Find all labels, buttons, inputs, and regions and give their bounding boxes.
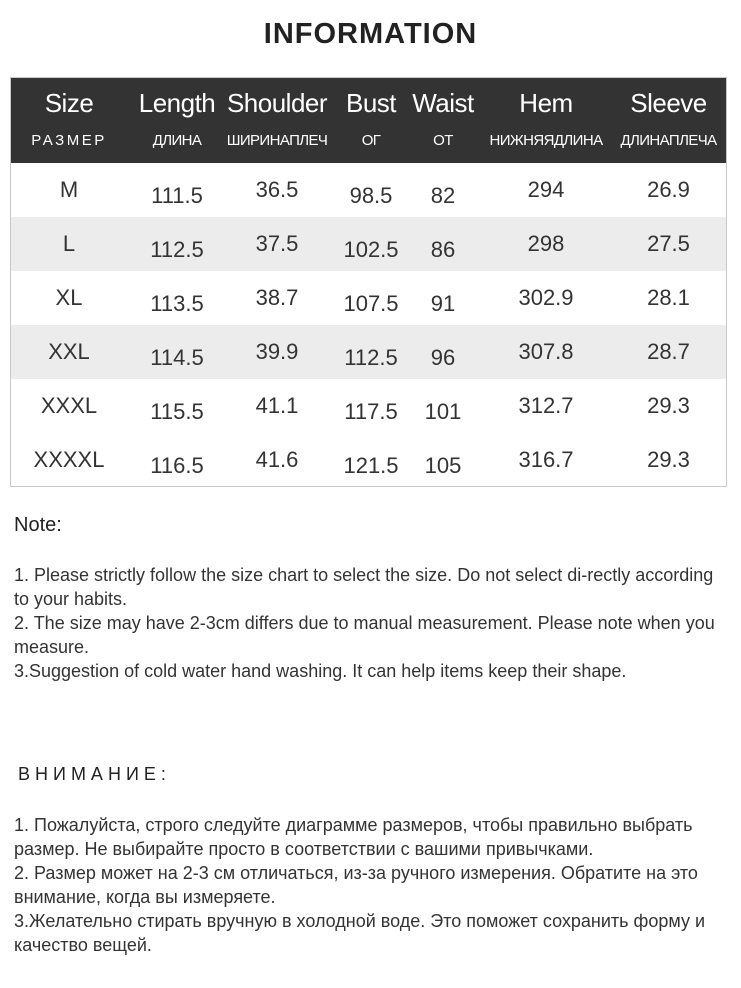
note-ru-body <box>14 813 726 957</box>
header-bust <box>331 78 411 163</box>
note-line: 2. The size may have 2-3cm differs due to manual measurement. Please note when you measure. <box>14 613 715 657</box>
cell-length: 116.5 <box>150 453 204 478</box>
cell-length: 114.5 <box>150 345 204 370</box>
cell-bust: 117.5 <box>344 399 398 424</box>
cell-length: 113.5 <box>150 291 204 316</box>
note-ru-line: 3.Желательно стирать вручную в холодной воде. Это поможет сохранить форму и качество вещей. <box>14 911 706 955</box>
cell-sleeve: 28.1 <box>647 285 690 310</box>
cell-size: XXXXL <box>33 447 105 472</box>
cell-sleeve: 29.3 <box>647 447 690 472</box>
cell-shoulder: 41.1 <box>255 393 299 418</box>
cell-size: M <box>59 177 79 202</box>
header-hem <box>481 78 611 163</box>
cell-waist: 96 <box>430 345 456 370</box>
table-row <box>11 217 726 271</box>
cell-size: XXL <box>48 339 90 364</box>
header-size <box>11 78 127 163</box>
header-sublabel: ДЛИНАПЛЕЧА <box>620 132 717 149</box>
header-length <box>123 78 231 163</box>
header-label: Waist <box>412 88 474 118</box>
note-heading: Note: <box>14 514 62 536</box>
header-label: Size <box>44 88 94 118</box>
cell-length: 111.5 <box>151 183 203 208</box>
note-body <box>14 563 726 683</box>
cell-waist: 82 <box>430 183 456 208</box>
cell-sleeve: 26.9 <box>647 177 690 202</box>
cell-length: 112.5 <box>150 237 204 262</box>
cell-waist: 91 <box>430 291 456 316</box>
table-row <box>11 271 726 325</box>
cell-shoulder: 37.5 <box>255 231 299 256</box>
note-ru-line: 1. Пожалуйста, строго следуйте диаграмме размеров, чтобы правильно выбрать размер. Не выбирайте просто в соответствии с вашими привычками. <box>14 815 693 859</box>
header-sublabel: РАЗМЕР <box>31 132 107 149</box>
cell-size: XL <box>55 285 83 310</box>
header-sublabel: ШИРИНАПЛЕЧ <box>226 132 328 149</box>
header-sleeve <box>609 78 728 163</box>
cell-hem: 302.9 <box>518 285 574 310</box>
header-label: Bust <box>345 88 397 118</box>
size-chart-table <box>10 77 727 487</box>
note-line: 3.Suggestion of cold water hand washing. It can help items keep their shape. <box>14 661 627 681</box>
cell-hem: 294 <box>527 177 565 202</box>
table-row <box>11 163 726 217</box>
cell-waist: 101 <box>424 399 462 424</box>
cell-sleeve: 27.5 <box>647 231 690 256</box>
cell-sleeve: 29.3 <box>647 393 690 418</box>
cell-size: XXXL <box>40 393 98 418</box>
cell-bust: 102.5 <box>343 237 399 262</box>
cell-bust: 98.5 <box>349 183 393 208</box>
cell-sleeve: 28.7 <box>647 339 690 364</box>
note-ru-line: 2. Размер может на 2-3 см отличаться, из-за ручного измерения. Обратите на это внимание, когда вы измеряете. <box>14 863 698 907</box>
note-ru-heading: ВНИМАНИЕ: <box>18 764 171 784</box>
header-sublabel: ОГ <box>361 132 381 149</box>
cell-hem: 307.8 <box>518 339 574 364</box>
cell-shoulder: 39.9 <box>255 339 299 364</box>
header-sublabel: НИЖНЯЯДЛИНА <box>489 132 603 149</box>
header-shoulder <box>219 78 335 163</box>
cell-size: L <box>62 231 76 256</box>
cell-hem: 312.7 <box>518 393 574 418</box>
header-sublabel: ДЛИНА <box>152 132 202 149</box>
cell-waist: 105 <box>424 453 462 478</box>
table-header <box>11 78 726 163</box>
cell-shoulder: 41.6 <box>255 447 299 472</box>
table-row <box>11 433 726 487</box>
header-label: Hem <box>519 88 573 118</box>
header-waist <box>407 78 479 163</box>
cell-shoulder: 36.5 <box>255 177 299 202</box>
cell-hem: 298 <box>527 231 565 256</box>
cell-bust: 107.5 <box>343 291 399 316</box>
header-sublabel: ОТ <box>433 132 453 149</box>
cell-waist: 86 <box>430 237 456 262</box>
cell-length: 115.5 <box>150 399 204 424</box>
table-row <box>11 379 726 433</box>
cell-hem: 316.7 <box>518 447 574 472</box>
table-row <box>11 325 726 379</box>
cell-bust: 121.5 <box>343 453 399 478</box>
cell-bust: 112.5 <box>344 345 398 370</box>
header-label: Sleeve <box>630 88 707 118</box>
header-label: Shoulder <box>226 88 328 118</box>
header-label: Length <box>138 88 216 118</box>
page-title: INFORMATION <box>263 18 478 50</box>
note-line: 1. Please strictly follow the size chart to select the size. Do not select di-rectly according to your habits. <box>14 565 714 609</box>
cell-shoulder: 38.7 <box>255 285 299 310</box>
